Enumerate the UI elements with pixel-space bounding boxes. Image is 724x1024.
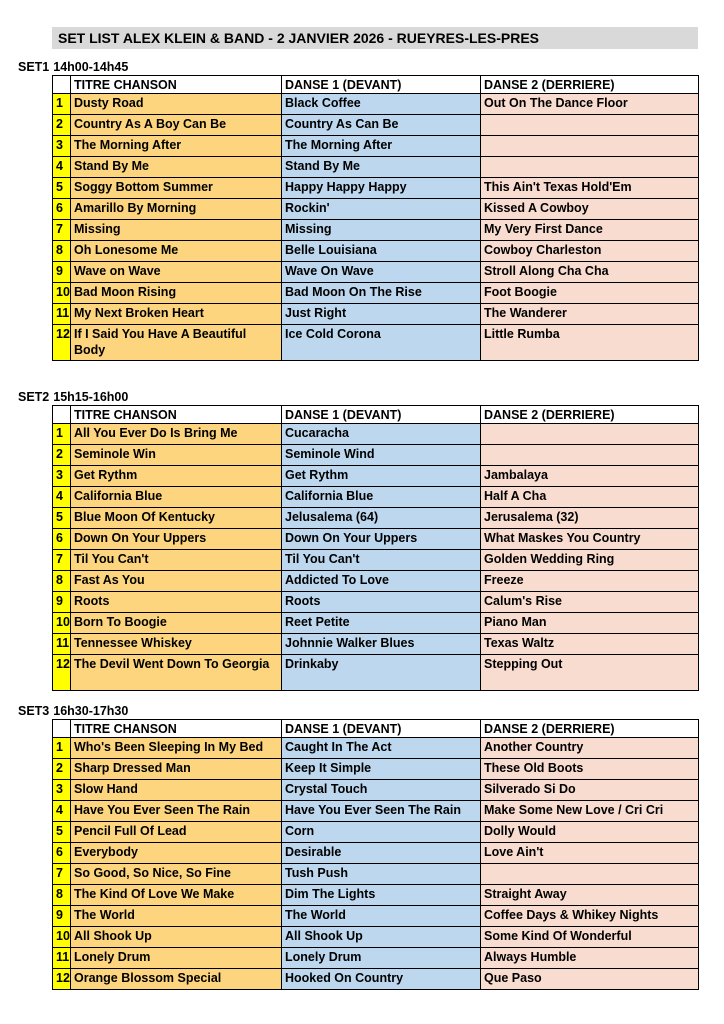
table-row	[53, 487, 699, 508]
table-row	[53, 136, 699, 157]
song-title: Born To Boogie	[71, 613, 282, 634]
song-title: Tennessee Whiskey	[71, 634, 282, 655]
table-row	[53, 325, 699, 361]
dance-2: Calum's Rise	[481, 592, 699, 613]
table-row	[53, 199, 699, 220]
song-number: 5	[53, 508, 71, 529]
table-row	[53, 424, 699, 445]
dance-2	[481, 157, 699, 178]
table-row	[53, 466, 699, 487]
dance-1: Down On Your Uppers	[282, 529, 481, 550]
dance-1: The Morning After	[282, 136, 481, 157]
song-title: Get Rythm	[71, 466, 282, 487]
dance-1: Til You Can't	[282, 550, 481, 571]
dance-1: Johnnie Walker Blues	[282, 634, 481, 655]
song-title: Stand By Me	[71, 157, 282, 178]
dance-2: Some Kind Of Wonderful	[481, 927, 699, 948]
dance-2: Cowboy Charleston	[481, 241, 699, 262]
page-title: SET LIST ALEX KLEIN & BAND - 2 JANVIER 2026 - RUEYRES-LES-PRES	[52, 27, 698, 49]
table-row	[53, 445, 699, 466]
song-title: The Kind Of Love We Make	[71, 885, 282, 906]
song-title: Til You Can't	[71, 550, 282, 571]
set-name: SET2	[18, 390, 50, 404]
song-title: The Morning After	[71, 136, 282, 157]
song-title: Sharp Dressed Man	[71, 759, 282, 780]
dance-1: California Blue	[282, 487, 481, 508]
song-title: Amarillo By Morning	[71, 199, 282, 220]
song-title: Oh Lonesome Me	[71, 241, 282, 262]
header-dance2: DANSE 2 (DERRIERE)	[481, 720, 699, 738]
table-row	[53, 529, 699, 550]
dance-2: Out On The Dance Floor	[481, 94, 699, 115]
table-row	[53, 508, 699, 529]
dance-1: Just Right	[282, 304, 481, 325]
table-row	[53, 927, 699, 948]
table-header-row	[53, 76, 699, 94]
song-number: 10	[53, 283, 71, 304]
dance-1: Addicted To Love	[282, 571, 481, 592]
table-row	[53, 220, 699, 241]
table-row	[53, 655, 699, 691]
dance-2: Freeze	[481, 571, 699, 592]
table-row	[53, 94, 699, 115]
dance-1: Ice Cold Corona	[282, 325, 481, 361]
song-number: 2	[53, 445, 71, 466]
header-title: TITRE CHANSON	[71, 76, 282, 94]
song-title: Country As A Boy Can Be	[71, 115, 282, 136]
song-number: 12	[53, 655, 71, 691]
dance-2: Straight Away	[481, 885, 699, 906]
dance-2: Stroll Along Cha Cha	[481, 262, 699, 283]
dance-1: Drinkaby	[282, 655, 481, 691]
song-title: Roots	[71, 592, 282, 613]
song-number: 10	[53, 927, 71, 948]
song-title: Dusty Road	[71, 94, 282, 115]
dance-1: Caught In The Act	[282, 738, 481, 759]
table-row	[53, 634, 699, 655]
song-number: 6	[53, 843, 71, 864]
table-row	[53, 571, 699, 592]
table-row	[53, 550, 699, 571]
song-number: 12	[53, 969, 71, 990]
song-number: 11	[53, 304, 71, 325]
dance-2: Jerusalema (32)	[481, 508, 699, 529]
song-number: 7	[53, 220, 71, 241]
song-title: My Next Broken Heart	[71, 304, 282, 325]
dance-1: Rockin'	[282, 199, 481, 220]
song-number: 4	[53, 801, 71, 822]
dance-2: Kissed A Cowboy	[481, 199, 699, 220]
dance-2: Foot Boogie	[481, 283, 699, 304]
song-title: The World	[71, 906, 282, 927]
header-dance1: DANSE 1 (DEVANT)	[282, 720, 481, 738]
dance-1: Keep It Simple	[282, 759, 481, 780]
dance-2	[481, 445, 699, 466]
song-title: Bad Moon Rising	[71, 283, 282, 304]
song-number: 5	[53, 822, 71, 843]
table-row	[53, 759, 699, 780]
song-number: 3	[53, 466, 71, 487]
song-number: 10	[53, 613, 71, 634]
set-time: 16h30-17h30	[53, 704, 129, 718]
table-row	[53, 969, 699, 990]
song-title: Soggy Bottom Summer	[71, 178, 282, 199]
song-number: 3	[53, 136, 71, 157]
set-name: SET1	[18, 60, 50, 74]
table-row	[53, 864, 699, 885]
table-row	[53, 157, 699, 178]
song-title: Have You Ever Seen The Rain	[71, 801, 282, 822]
song-number: 1	[53, 738, 71, 759]
song-number: 7	[53, 864, 71, 885]
song-number: 9	[53, 906, 71, 927]
set-label	[18, 60, 128, 74]
dance-1: The World	[282, 906, 481, 927]
song-number: 9	[53, 592, 71, 613]
dance-2	[481, 136, 699, 157]
song-title: All You Ever Do Is Bring Me	[71, 424, 282, 445]
song-title: Seminole Win	[71, 445, 282, 466]
dance-2: Golden Wedding Ring	[481, 550, 699, 571]
song-title: Down On Your Uppers	[71, 529, 282, 550]
dance-1: Belle Louisiana	[282, 241, 481, 262]
dance-1: Lonely Drum	[282, 948, 481, 969]
dance-1: All Shook Up	[282, 927, 481, 948]
song-number: 3	[53, 780, 71, 801]
dance-1: Have You Ever Seen The Rain	[282, 801, 481, 822]
song-title: Missing	[71, 220, 282, 241]
song-title: If I Said You Have A Beautiful Body	[71, 325, 282, 361]
song-number: 12	[53, 325, 71, 361]
set-time: 14h00-14h45	[53, 60, 129, 74]
song-title: Lonely Drum	[71, 948, 282, 969]
dance-2: My Very First Dance	[481, 220, 699, 241]
song-number: 1	[53, 94, 71, 115]
dance-1: Corn	[282, 822, 481, 843]
song-number: 9	[53, 262, 71, 283]
dance-1: Wave On Wave	[282, 262, 481, 283]
song-number: 4	[53, 487, 71, 508]
dance-1: Happy Happy Happy	[282, 178, 481, 199]
set-table	[52, 75, 699, 361]
table-row	[53, 592, 699, 613]
header-dance2: DANSE 2 (DERRIERE)	[481, 76, 699, 94]
song-number: 6	[53, 199, 71, 220]
dance-1: Get Rythm	[282, 466, 481, 487]
dance-2: Piano Man	[481, 613, 699, 634]
dance-2: This Ain't Texas Hold'Em	[481, 178, 699, 199]
song-title: Blue Moon Of Kentucky	[71, 508, 282, 529]
dance-2: Always Humble	[481, 948, 699, 969]
song-title: The Devil Went Down To Georgia	[71, 655, 282, 691]
dance-2: Love Ain't	[481, 843, 699, 864]
song-number: 5	[53, 178, 71, 199]
dance-2	[481, 115, 699, 136]
table-row	[53, 948, 699, 969]
song-number: 2	[53, 759, 71, 780]
table-row	[53, 801, 699, 822]
dance-2	[481, 424, 699, 445]
song-title: All Shook Up	[71, 927, 282, 948]
set-name: SET3	[18, 704, 50, 718]
table-row	[53, 262, 699, 283]
song-title: Orange Blossom Special	[71, 969, 282, 990]
dance-2: Stepping Out	[481, 655, 699, 691]
dance-2: Another Country	[481, 738, 699, 759]
dance-2: Coffee Days & Whikey Nights	[481, 906, 699, 927]
table-header-row	[53, 720, 699, 738]
song-number: 2	[53, 115, 71, 136]
dance-2: Texas Waltz	[481, 634, 699, 655]
dance-1: Hooked On Country	[282, 969, 481, 990]
dance-1: Dim The Lights	[282, 885, 481, 906]
song-number: 11	[53, 948, 71, 969]
song-number: 1	[53, 424, 71, 445]
dance-2: Little Rumba	[481, 325, 699, 361]
song-number: 8	[53, 571, 71, 592]
song-title: Who's Been Sleeping In My Bed	[71, 738, 282, 759]
song-number: 7	[53, 550, 71, 571]
dance-2: Silverado Si Do	[481, 780, 699, 801]
song-title: California Blue	[71, 487, 282, 508]
dance-2: These Old Boots	[481, 759, 699, 780]
dance-2	[481, 864, 699, 885]
table-row	[53, 738, 699, 759]
dance-1: Cucaracha	[282, 424, 481, 445]
dance-1: Desirable	[282, 843, 481, 864]
song-number: 8	[53, 885, 71, 906]
header-blank-cell	[53, 720, 71, 738]
dance-1: Reet Petite	[282, 613, 481, 634]
dance-2: Half A Cha	[481, 487, 699, 508]
dance-1: Country As Can Be	[282, 115, 481, 136]
table-row	[53, 115, 699, 136]
set-label	[18, 704, 128, 718]
song-title: Fast As You	[71, 571, 282, 592]
dance-1: Bad Moon On The Rise	[282, 283, 481, 304]
song-number: 8	[53, 241, 71, 262]
dance-2: Dolly Would	[481, 822, 699, 843]
table-row	[53, 780, 699, 801]
header-blank-cell	[53, 76, 71, 94]
header-title: TITRE CHANSON	[71, 406, 282, 424]
header-dance1: DANSE 1 (DEVANT)	[282, 76, 481, 94]
dance-1: Black Coffee	[282, 94, 481, 115]
song-title: Slow Hand	[71, 780, 282, 801]
song-title: Everybody	[71, 843, 282, 864]
set-table	[52, 719, 699, 990]
set-table	[52, 405, 699, 691]
dance-1: Crystal Touch	[282, 780, 481, 801]
dance-2: What Maskes You Country	[481, 529, 699, 550]
table-row	[53, 822, 699, 843]
set-label	[18, 390, 128, 404]
set-time: 15h15-16h00	[53, 390, 129, 404]
dance-1: Stand By Me	[282, 157, 481, 178]
header-title: TITRE CHANSON	[71, 720, 282, 738]
song-number: 6	[53, 529, 71, 550]
table-row	[53, 906, 699, 927]
dance-1: Seminole Wind	[282, 445, 481, 466]
dance-2: Jambalaya	[481, 466, 699, 487]
song-title: Pencil Full Of Lead	[71, 822, 282, 843]
table-row	[53, 843, 699, 864]
table-row	[53, 241, 699, 262]
dance-1: Missing	[282, 220, 481, 241]
dance-1: Jelusalema (64)	[282, 508, 481, 529]
song-number: 4	[53, 157, 71, 178]
header-dance2: DANSE 2 (DERRIERE)	[481, 406, 699, 424]
dance-1: Roots	[282, 592, 481, 613]
song-title: Wave on Wave	[71, 262, 282, 283]
table-row	[53, 178, 699, 199]
table-row	[53, 613, 699, 634]
song-title: So Good, So Nice, So Fine	[71, 864, 282, 885]
table-row	[53, 304, 699, 325]
table-row	[53, 885, 699, 906]
table-row	[53, 283, 699, 304]
dance-2: The Wanderer	[481, 304, 699, 325]
header-blank-cell	[53, 406, 71, 424]
dance-2: Make Some New Love / Cri Cri	[481, 801, 699, 822]
song-number: 11	[53, 634, 71, 655]
table-header-row	[53, 406, 699, 424]
dance-2: Que Paso	[481, 969, 699, 990]
header-dance1: DANSE 1 (DEVANT)	[282, 406, 481, 424]
dance-1: Tush Push	[282, 864, 481, 885]
